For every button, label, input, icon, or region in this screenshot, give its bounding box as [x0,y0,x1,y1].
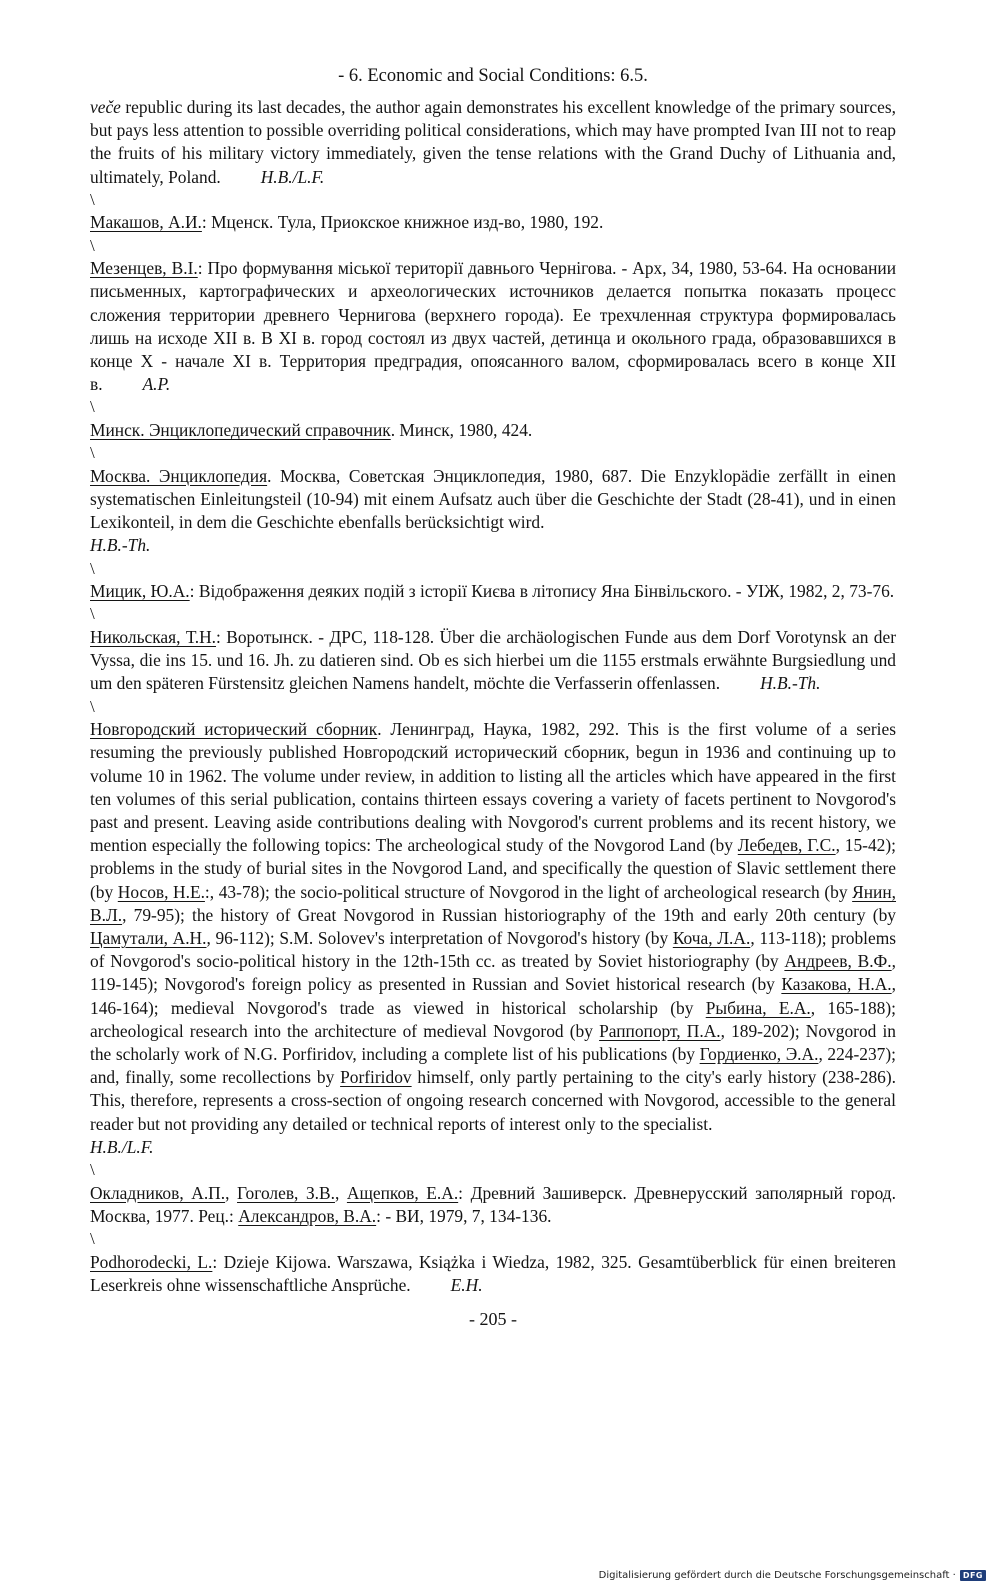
entry-text: , 15-42); problems in the study of burial sites in the Novgorod Land, and specifically the question of Slavic settlement there (by [90,835,896,902]
cited-author: Гордиенко, Э.А. [699,1044,819,1065]
cited-author: Раппопорт, П.А. [599,1020,721,1041]
entry-text: . Москва, Советская Энциклопедия, 1980, 687. Die Enzyklopädie zerfällt in einen systematischen Einleitungsteil (10-94) mit einem Aufsatz auch über die Geschichte der Stadt (28-41), und in einen Lexikonteil, in dem die Geschichte ebenfalls berücksichtigt wird. [90,465,896,533]
entry-text: : Мценск. Тула, Приокское книжное изд-во, 1980, 192. [201,212,604,233]
reviewer-initials: H.B.-Th. [760,673,821,694]
entry-text: republic during its last decades, the author again demonstrates his excellent knowledge of the primary sources, but pays less attention to possible overriding political considerations, which may have prompted Ivan III not to reap the fruits of his military victory immediately, given the tense relations with the Grand Duchy of Lithuania and, ultimately, Poland. [90,97,896,187]
cited-author: Янин, В.Л. [90,881,897,925]
page-number: - 205 - [469,1309,517,1330]
entry-author: Мезенцев, В.І. [90,258,198,279]
bibliography-entry [90,626,896,696]
reviewer-initials: H.B.-Th. [90,535,151,556]
entry-separator: \ [90,1229,95,1249]
entry-text: , 189-202); Novgorod in the scholarly work of N.G. Porfiridov, including a complete list of his publications (by [90,1020,896,1065]
entry-author: Podhorodecki, L. [90,1251,213,1272]
bibliography-entry [90,419,896,442]
cited-author: Носов, Н.Е. [117,881,205,902]
entry-text: , 224-237); and, finally, some recollections by [90,1044,896,1088]
entry-separator: \ [90,397,95,417]
entry-text: : Про формування міської території давнього Чернігова. - Арх, 34, 1980, 53-64. На основании письменных, картографических и археологических источников делается попытка показать процесс сложения территории древнего Чернигова (верхнего города). Ее трехчленная структура формировалась лишь на исходе XII в. В XI в. город состоял из двух частей, детинца и окольного града, образовавшихся в конце X - начале XI в. Территория предградия, опоясанного валом, сформировалась всего в конце XII в. [90,258,897,395]
entry-separator: \ [90,1160,95,1180]
entry-author: Никольская, Т.Н. [90,627,217,648]
digitization-footer [599,1570,986,1581]
bibliography-entry [90,465,896,558]
entry-separator: \ [90,235,95,255]
cited-author: Porfiridov [340,1067,412,1088]
entry-text: , 113-118); problems of Novgorod's socio-political history in the 12th-15th cc. as treated by Soviet historiography (by [90,928,896,972]
entry-text: , 119-145); Novgorod's foreign policy as presented in Russian and Soviet historical research (by [90,951,896,995]
cited-author: Цамутали, А.Н. [90,928,207,949]
entry-text: : Відображення деяких подій з історії Києва в літопису Яна Бінвільского. - УІЖ, 1982, 2, 73-76. [189,581,895,602]
reviewer-initials: H.B./L.F. [90,1136,154,1157]
entry-separator: \ [90,443,95,463]
entry-text: , 96-112); S.M. Solovev's interpretation of Novgorod's history (by [206,928,673,949]
dfg-logo: DFG [960,1570,986,1581]
entry-text: himself, only partly pertaining to the city's early history (238-286). This, therefore, represents a cross-section of ongoing research concerned with Novgorod, accessible to the general reader but not providing any detailed or technical reports of interest only to the specialist. [90,1067,896,1134]
running-header: - 6. Economic and Social Conditions: 6.5. [338,66,648,86]
reviewer-initials: H.B./L.F. [260,166,325,187]
entry-separator: \ [90,696,95,716]
entry-author: Москва. Энциклопедия [90,465,268,486]
bibliography-entry: Окладников, А.П., Гоголев, З.В., Ащепков, Е.А.: Древний Зашиверск. Древнерусский заполярный город. Москва, 1977. Рец.: Александров, В.А.: - ВИ, 1979, 7, 134-136. [90,1182,896,1226]
entry-author: Минск. Энциклопедический справочник [90,420,391,441]
entry-separator: \ [90,189,95,209]
cited-author: Коча, Л.А. [672,928,751,949]
bibliography-entry [90,1251,896,1297]
bibliography-entry [90,257,896,396]
bibliography-entry [90,580,896,603]
entry-separator: \ [90,558,95,578]
entry-text: . Ленинград, Наука, 1982, 292. This is the first volume of a series resuming the previously published Новгородский исторический сборник, begun in 1936 and continuing up to volume 10 in 1962. The volume under review, in addition to listing all the articles which have appeared in the first ten volumes of this serial publication, contains thirteen essays covering a variety of facets pertinent to Novgorod's past and present. Leaving aside contributions dealing with Novgorod's current problems and its recent history, we mention especially the following topics: The archeological study of the Novgorod Land (by [90,719,896,856]
entry-author: Макашов, А.И. [90,212,202,233]
entry-text: , 79-95); the history of Great Novgorod in Russian historiography of the 19th and early 20th century (by [122,904,896,925]
entry-text: : - ВИ, 1979, 7, 134-136. [376,1205,552,1226]
entry-italic-word: veče [90,97,121,117]
entry-author: Мицик, Ю.А. [90,581,190,602]
bibliography-entry [90,718,896,1159]
document-page [90,64,896,1331]
entry-text: : Dzieje Kijowa. Warszawa, Książka i Wiedza, 1982, 325. Gesamtüberblick für einen breiteren Leserkreis ohne wissenschaftliche Ansprüche. [90,1251,896,1295]
entry-author: Гоголев, З.В. [237,1182,335,1203]
reviewer-initials: E.H. [450,1274,483,1295]
cited-author: Андреев, В.Ф. [784,951,892,972]
bibliography-entry [90,96,896,189]
cited-author: Лебедев, Г.С. [737,835,836,856]
cited-author: Рыбина, Е.А. [705,997,811,1018]
entry-text: : Воротынск. - ДРС, 118-128. Über die archäologischen Funde aus dem Dorf Vorotynsk an der Vyssa, die ins 15. und 16. Jh. zu datieren sind. Ob es sich hierbei um die 1155 erstmals erwähnte Burgsiedlung und um den späteren Fürstensitz gleichen Namens handelt, möchte die Verfasserin offenlassen. [90,627,896,694]
entry-author: Новгородский исторический сборник [90,719,378,740]
cited-author: Казакова, Н.А. [781,974,892,995]
footer-text: Digitalisierung gefördert durch die Deutsche Forschungsgemeinschaft · [598,1570,956,1581]
reviewer-initials: A.P. [142,374,171,395]
entry-text: . Минск, 1980, 424. [390,420,533,441]
cited-author: Александров, В.А. [238,1205,377,1226]
entry-text: : Древний Зашиверск. Древнерусский заполярный город. Москва, 1977. Рец.: [90,1182,896,1226]
entry-author: Ащепков, Е.А. [346,1182,459,1203]
entry-text: , 165-188); archeological research into the architecture of medieval Novgorod (by [90,997,897,1041]
entry-text: :, 43-78); the socio-political structure of Novgorod in the light of archeological research (by [204,881,853,902]
entry-author: Окладников, А.П. [90,1182,226,1203]
entry-text: , 146-164); medieval Novgorod's trade as viewed in historical scholarship (by [90,974,896,1018]
entry-separator: \ [90,604,95,624]
bibliography-entry [90,211,896,234]
